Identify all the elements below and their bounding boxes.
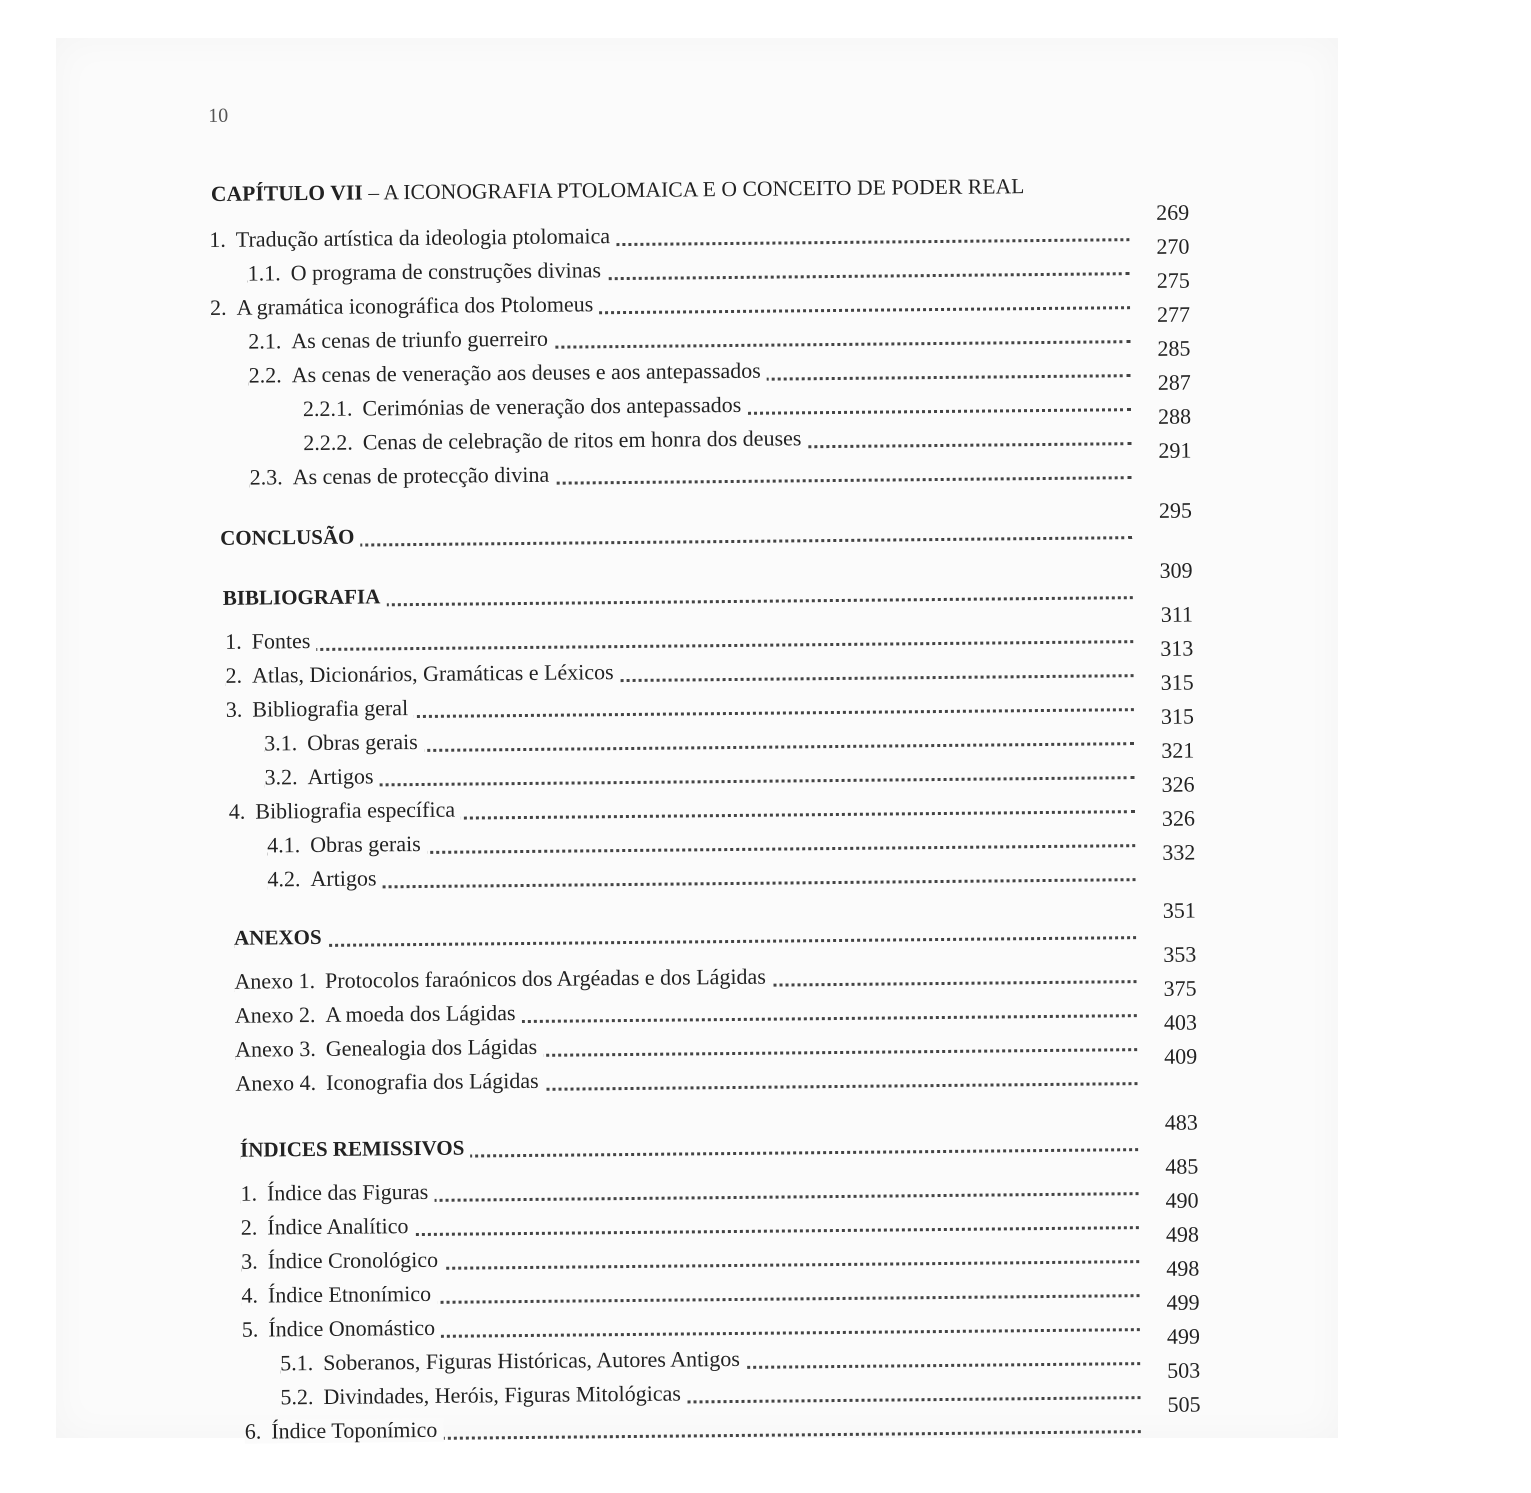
entry-title: Atlas, Dicionários, Gramáticas e Léxicos	[251, 659, 614, 688]
entry-title: Soberanos, Figuras Históricas, Autores Antigos	[323, 1345, 740, 1375]
entry-number: 5.1.	[280, 1350, 314, 1376]
entry-page: 403	[1163, 1009, 1198, 1035]
entry-number: 1.	[225, 628, 242, 654]
entry-title: Protocolos faraónicos dos Argéadas e dos Lágidas	[324, 963, 766, 993]
entry-title: Artigos	[310, 865, 377, 892]
entry-page: 287	[1157, 369, 1191, 395]
section-page: 295	[1158, 497, 1193, 523]
entry-number: 3.	[241, 1248, 258, 1274]
entry-page: 353	[1163, 941, 1197, 967]
entry-page: 321	[1161, 737, 1195, 763]
toc-section-heading[interactable]	[216, 897, 1216, 950]
section-title: CONCLUSÃO	[220, 524, 355, 550]
entry-title: Obras gerais	[307, 729, 418, 756]
toc-entry[interactable]	[218, 1153, 1218, 1206]
entry-page: 498	[1166, 1255, 1200, 1281]
entry-page: 313	[1160, 635, 1194, 661]
leader-dots	[234, 926, 1136, 948]
entry-page: 326	[1161, 771, 1195, 797]
section-page: 309	[1159, 557, 1193, 583]
page-number: 10	[208, 104, 229, 127]
entry-title: Obras gerais	[310, 830, 421, 858]
chapter-title: – A ICONOGRAFIA PTOLOMAICA E O CONCEITO DE PODER REAL	[362, 174, 1025, 205]
entry-title: Índice Cronológico	[267, 1246, 439, 1274]
entry-title: As cenas de veneração aos deuses e aos antepassados	[291, 357, 761, 388]
entry-number: 5.2.	[280, 1384, 314, 1410]
entry-number: 2.	[225, 662, 243, 688]
entry-page: 288	[1157, 403, 1192, 429]
entry-number: 4.	[241, 1282, 259, 1308]
entry-number: 2.2.	[248, 362, 282, 388]
entry-title: Índice Toponímico	[271, 1416, 438, 1444]
toc-entry[interactable]	[216, 941, 1216, 994]
entry-page: 498	[1165, 1221, 1200, 1247]
entry-number: 4.2.	[267, 866, 301, 892]
entry-title: Bibliografia específica	[255, 796, 456, 824]
entry-title: Cerimónias de veneração dos antepassados	[362, 391, 742, 421]
entry-number: 5.	[241, 1316, 259, 1342]
toc-section-heading[interactable]	[218, 1109, 1218, 1162]
entry-title: O programa de construções divinas	[290, 257, 602, 286]
section-title: ÍNDICES REMISSIVOS	[239, 1135, 465, 1162]
entry-page: 275	[1156, 267, 1190, 293]
section-title: ANEXOS	[233, 924, 322, 950]
entry-title: Fontes	[251, 628, 311, 654]
entry-title: Índice Onomástico	[268, 1314, 436, 1342]
entry-number: 2.2.1.	[302, 395, 353, 422]
entry-title: A moeda dos Lágidas	[325, 1000, 516, 1027]
entry-page: 503	[1167, 1357, 1201, 1383]
entry-number: 1.	[209, 226, 226, 252]
entry-page: 409	[1164, 1043, 1198, 1069]
chapter-label: CAPÍTULO VII	[210, 180, 363, 206]
entry-number: 2.2.2.	[303, 429, 353, 456]
section-page: 483	[1164, 1109, 1198, 1135]
entry-page: 277	[1156, 301, 1191, 327]
toc-section-heading[interactable]	[212, 497, 1212, 550]
entry-page: 326	[1161, 805, 1196, 831]
entry-number: Anexo 2.	[234, 1002, 316, 1028]
toc-entry[interactable]	[213, 601, 1213, 654]
section-title: BIBLIOGRAFIA	[222, 584, 381, 610]
entry-title: Índice Etnonímico	[267, 1280, 432, 1308]
entry-number: 4.	[228, 798, 246, 824]
entry-title: Artigos	[307, 763, 374, 790]
entry-title: Índice das Figuras	[266, 1178, 429, 1206]
entry-title: Genealogia dos Lágidas	[325, 1033, 538, 1061]
table-of-contents-page	[208, 90, 1231, 1444]
entry-title: As cenas de protecção divina	[292, 461, 550, 490]
entry-number: 3.2.	[264, 764, 298, 790]
entry-number: 1.	[240, 1180, 258, 1206]
entry-number: 3.1.	[264, 730, 298, 756]
entry-number: 6.	[244, 1418, 262, 1444]
entry-title: Cenas de celebração de ritos em honra dos deuses	[362, 425, 802, 455]
section-page: 351	[1162, 897, 1196, 923]
toc-section-heading[interactable]	[213, 557, 1213, 610]
entry-number: Anexo 4.	[235, 1070, 317, 1096]
entry-title: Iconografia dos Lágidas	[325, 1067, 539, 1095]
entry-title: Tradução artística da ideologia ptolomaica	[235, 223, 611, 252]
entry-number: 2.3.	[249, 464, 283, 490]
chapter-heading	[211, 174, 1025, 207]
entry-number: 2.1.	[248, 328, 282, 354]
entry-page: 499	[1166, 1323, 1201, 1349]
entry-page: 490	[1165, 1187, 1199, 1213]
leader-dots	[264, 764, 1134, 790]
leader-dots	[267, 866, 1135, 892]
entry-number: Anexo 3.	[234, 1036, 316, 1062]
entry-number: 3.	[225, 696, 243, 722]
entry-title: As cenas de triunfo guerreiro	[291, 325, 549, 354]
entry-page: 269	[1156, 199, 1190, 225]
toc-entry[interactable]	[209, 199, 1209, 252]
entry-page: 505	[1167, 1391, 1201, 1417]
entry-title: Bibliografia geral	[252, 695, 409, 722]
entry-page: 375	[1163, 975, 1197, 1001]
entry-title: A gramática iconográfica dos Ptolomeus	[236, 291, 594, 320]
entry-page: 270	[1156, 233, 1190, 259]
entry-page: 291	[1158, 437, 1192, 463]
entry-title: Divindades, Heróis, Figuras Mitológicas	[323, 1380, 682, 1409]
entry-page: 315	[1160, 703, 1195, 729]
entry-page: 332	[1162, 839, 1196, 865]
entry-number: 4.1.	[267, 832, 301, 858]
entry-page: 315	[1160, 669, 1194, 695]
entry-page: 285	[1157, 335, 1191, 361]
entry-page: 311	[1160, 601, 1194, 627]
entry-number: 2.	[209, 294, 227, 320]
entry-number: Anexo 1.	[234, 968, 316, 994]
entry-title: Índice Analítico	[267, 1213, 409, 1240]
entry-page: 499	[1166, 1289, 1200, 1315]
entry-page: 485	[1165, 1153, 1199, 1179]
entry-number: 1.1.	[247, 260, 281, 286]
entry-number: 2.	[240, 1214, 258, 1240]
leader-dots	[225, 630, 1133, 652]
